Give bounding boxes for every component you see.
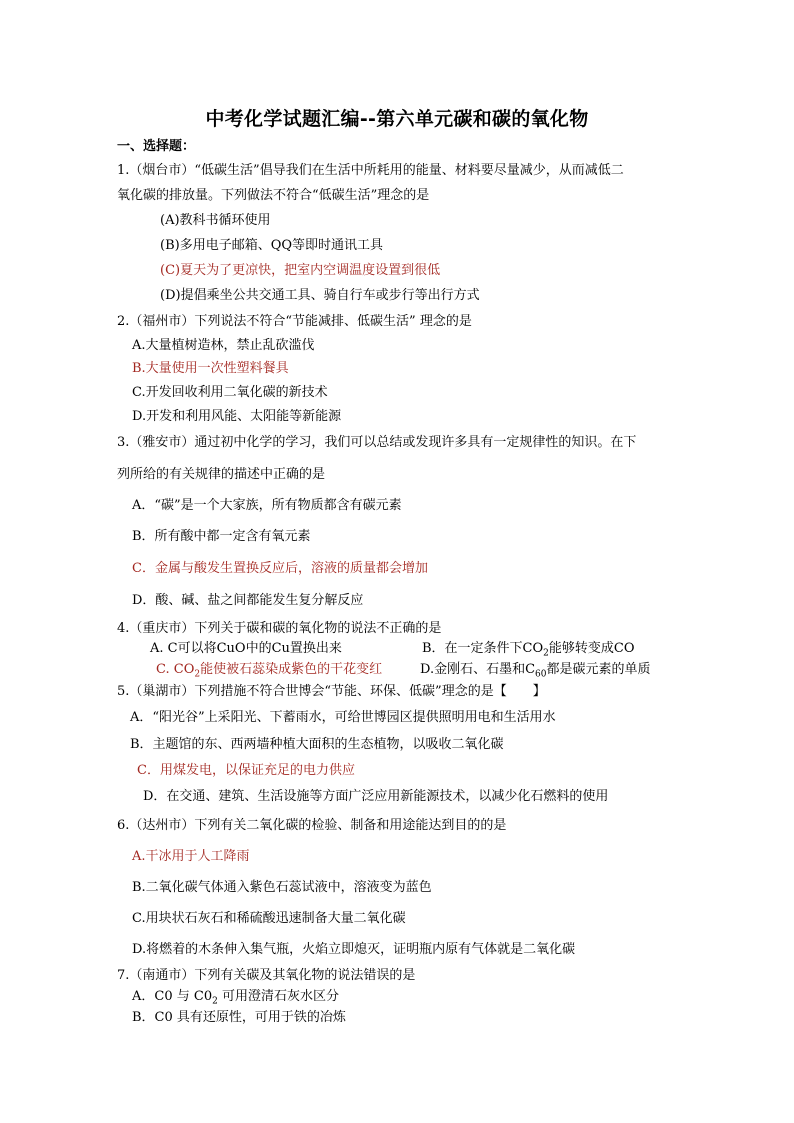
q7-option-b: B．C0 具有还原性，可用于铁的冶炼 <box>132 1010 346 1025</box>
q1-stem-line1: 1.（烟台市）“低碳生活”倡导我们在生活中所耗用的能量、材料要尽量减少，从而减低二 <box>117 163 624 178</box>
q6-option-b: B.二氧化碳气体通入紫色石蕊试液中，溶液变为蓝色 <box>132 880 432 895</box>
q3-stem-line2: 列所给的有关规律的描述中正确的是 <box>117 467 326 482</box>
q3-option-a: A．“碳”是一个大家族，所有物质都含有碳元素 <box>132 498 402 513</box>
q4-option-b: B．在一定条件下$CO_2$能够转变成CO <box>422 641 635 659</box>
q5-option-c-answer: C．用煤发电，以保证充足的电力供应 <box>137 763 355 778</box>
q4-option-d: D.金刚石、石墨和$C_{60}$都是碳元素的单质 <box>420 662 651 680</box>
q6-option-c: C.用块状石灰石和稀硫酸迅速制备大量二氧化碳 <box>132 911 406 926</box>
q3-option-d: D．酸、碱、盐之间都能发生复分解反应 <box>132 593 364 608</box>
q4-stem: 4.（重庆市）下列关于碳和碳的氧化物的说法不正确的是 <box>117 621 442 636</box>
q1-option-b: (B)多用电子邮箱、QQ等即时通讯工具 <box>160 238 384 253</box>
q1-stem-line2: 氧化碳的排放量。下列做法不符合“低碳生活”理念的是 <box>117 188 430 203</box>
q2-option-b-answer: B.大量使用一次性塑料餐具 <box>132 361 289 376</box>
q4-option-a: A. C可以将CuO中的Cu置换出来 <box>150 641 342 656</box>
section-heading: 一、选择题： <box>117 139 196 154</box>
q6-stem: 6.（达州市）下列有关二氧化碳的检验、制备和用途能达到目的的是 <box>117 818 507 833</box>
q1-option-c-answer: (C)夏天为了更凉快，把室内空调温度设置到很低 <box>160 263 441 278</box>
q4-option-c-answer: C. $CO_2$能使被石蕊染成紫色的干花变红 <box>156 662 383 680</box>
q5-stem: 5.（巢湖市）下列措施不符合世博会“节能、环保、低碳”理念的是【 】 <box>117 684 546 699</box>
q6-option-a-answer: A.干冰用于人工降雨 <box>132 849 250 864</box>
q3-option-b: B．所有酸中都一定含有氧元素 <box>132 529 311 544</box>
page-title: 中考化学试题汇编--第六单元碳和碳的氧化物 <box>205 108 589 130</box>
q2-option-d: D.开发和利用风能、太阳能等新能源 <box>132 409 342 424</box>
q1-option-a: (A)教科书循环使用 <box>160 213 271 228</box>
q6-option-d: D.将燃着的木条伸入集气瓶，火焰立即熄灭，证明瓶内原有气体就是二氧化碳 <box>132 942 576 957</box>
q2-option-c: C.开发回收利用二氧化碳的新技术 <box>132 385 328 400</box>
q5-option-d: D．在交通、建筑、生活设施等方面广泛应用新能源技术，以减少化石燃料的使用 <box>143 789 609 804</box>
q7-option-a: A．C0 与 $C0_2$ 可用澄清石灰水区分 <box>132 989 339 1007</box>
q2-option-a: A.大量植树造林，禁止乱砍滥伐 <box>132 338 315 353</box>
q1-option-d: (D)提倡乘坐公共交通工具、骑自行车或步行等出行方式 <box>160 288 480 303</box>
q5-option-b: B．主题馆的东、西两墙种植大面积的生态植物，以吸收二氧化碳 <box>130 737 504 752</box>
q3-option-c-answer: C．金属与酸发生置换反应后，溶液的质量都会增加 <box>132 561 428 576</box>
q7-stem: 7.（南通市）下列有关碳及其氧化物的说法错误的是 <box>117 968 416 983</box>
q3-stem-line1: 3.（雅安市）通过初中化学的学习，我们可以总结或发现许多具有一定规律性的知识。在下 <box>117 435 637 450</box>
q5-option-a: A．“阳光谷”上采阳光、下蓄雨水，可给世博园区提供照明用电和生活用水 <box>130 710 556 725</box>
q2-stem: 2.（福州市）下列说法不符合“节能减排、低碳生活” 理念的是 <box>117 314 472 329</box>
